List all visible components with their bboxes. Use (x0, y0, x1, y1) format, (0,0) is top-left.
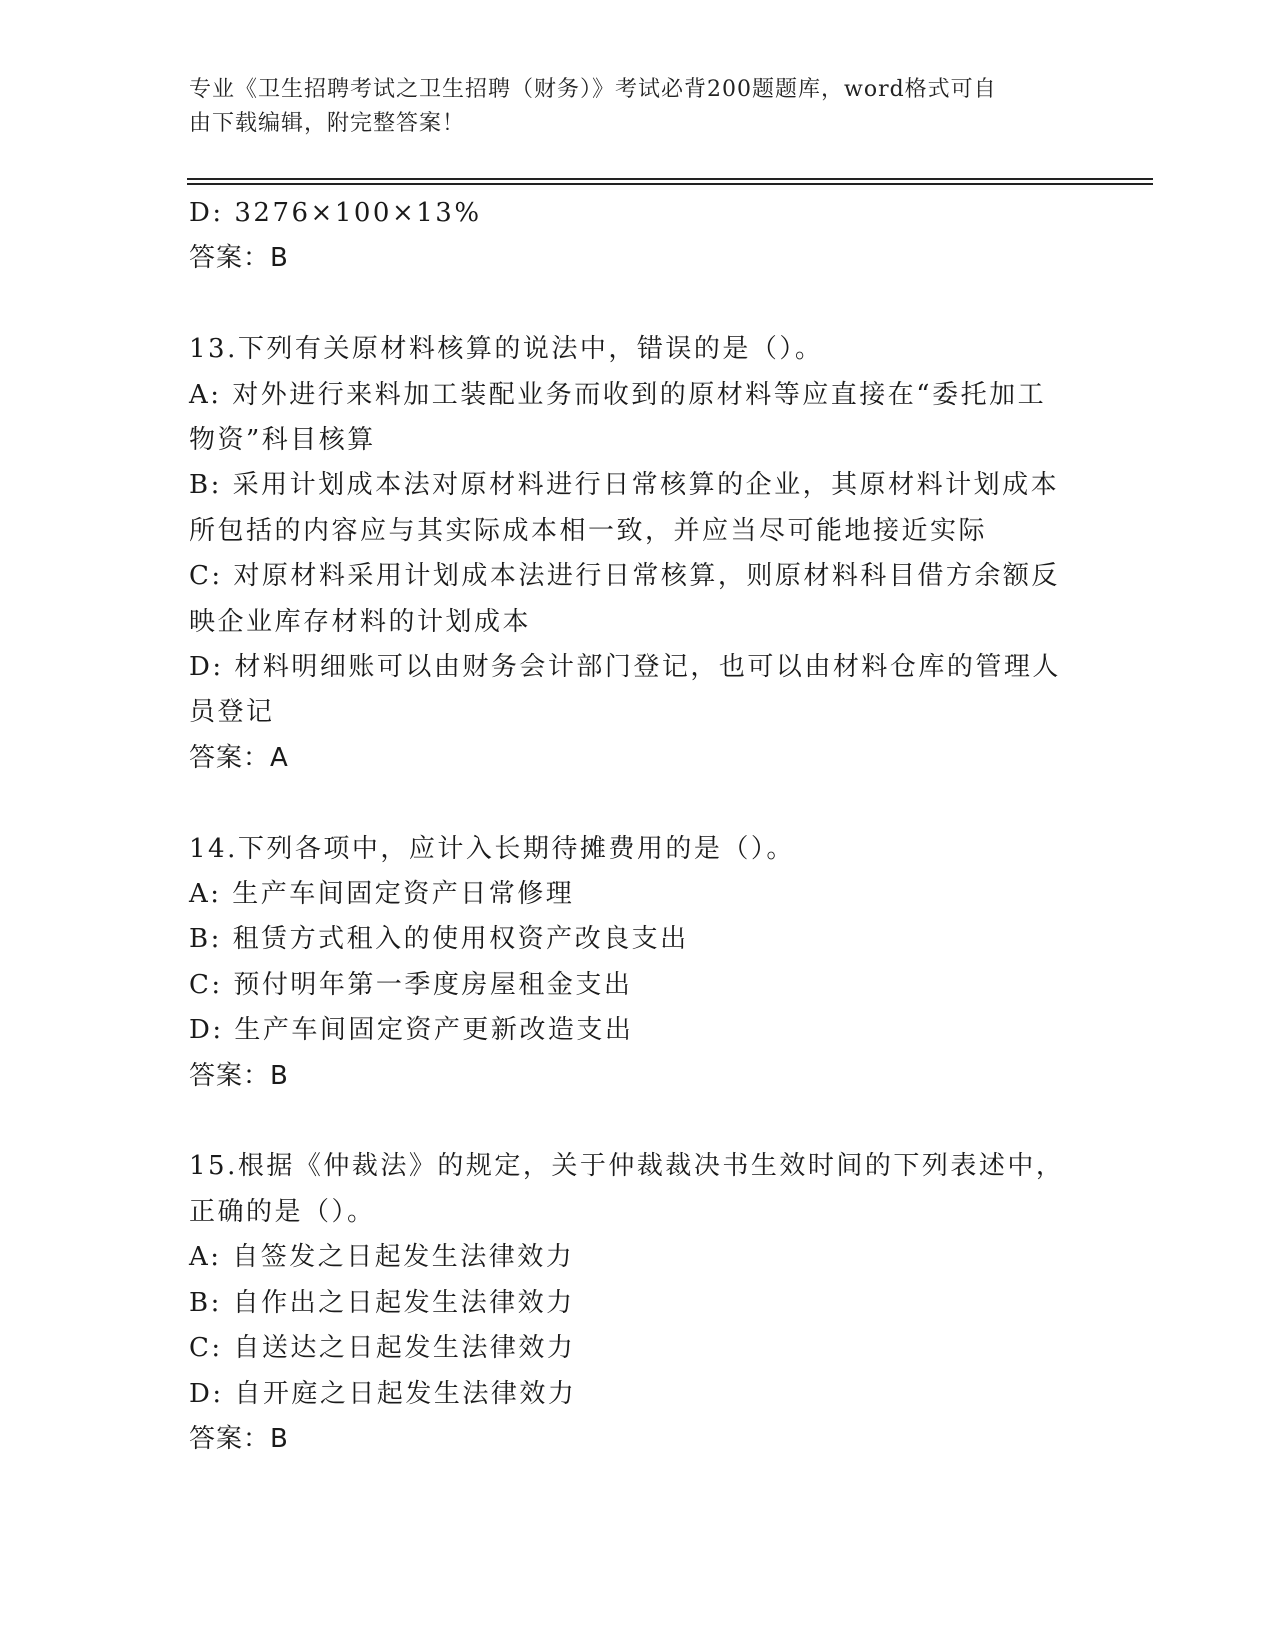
option-d-continued: 员登记 (189, 697, 275, 728)
option-b: B: 租赁方式租入的使用权资产改良支出 (189, 924, 689, 955)
header-divider-top (187, 178, 1153, 180)
option-d: D: 生产车间固定资产更新改造支出 (189, 1015, 634, 1046)
option-d: D: 自开庭之日起发生法律效力 (189, 1378, 577, 1409)
option-a: A: 对外进行来料加工装配业务而收到的原材料等应直接在“委托加工 (189, 379, 1047, 410)
question-14 (189, 827, 1089, 1099)
answer: 答案：B (189, 1423, 289, 1454)
answer: 答案：A (189, 742, 289, 773)
option-d: D: 3276×100×13% (189, 198, 482, 228)
question-13 (189, 327, 1089, 781)
option-a: A: 自签发之日起发生法律效力 (189, 1242, 575, 1273)
option-c-continued: 映企业库存材料的计划成本 (189, 606, 532, 637)
option-c: C: 预付明年第一季度房屋租金支出 (189, 969, 633, 1000)
answer: 答案：B (189, 1060, 289, 1091)
answer: 答案：B (189, 243, 289, 274)
option-b-continued: 所包括的内容应与其实际成本相一致，并应当尽可能地接近实际 (189, 515, 988, 546)
document-body (189, 191, 1089, 1462)
previous-question-tail (189, 191, 1089, 282)
option-c: C: 自送达之日起发生法律效力 (189, 1333, 576, 1364)
question-stem: 14.下列各项中，应计入长期待摊费用的是（）。 (189, 833, 795, 864)
option-b: B: 采用计划成本法对原材料进行日常核算的企业，其原材料计划成本 (189, 470, 1060, 501)
question-stem: 13.下列有关原材料核算的说法中，错误的是（）。 (189, 334, 824, 365)
spacer (189, 1099, 1089, 1144)
question-stem-continued: 正确的是（）。 (189, 1196, 376, 1227)
option-c: C: 对原材料采用计划成本法进行日常核算，则原材料科目借方余额反 (189, 561, 1060, 592)
option-a-continued: 物资”科目核算 (189, 425, 376, 456)
question-15 (189, 1144, 1089, 1462)
spacer (189, 282, 1089, 327)
option-d: D: 材料明细账可以由财务会计部门登记，也可以由材料仓库的管理人 (189, 652, 1061, 683)
option-b: B: 自作出之日起发生法律效力 (189, 1287, 575, 1318)
question-stem: 15.根据《仲裁法》的规定，关于仲裁裁决书生效时间的下列表述中， (189, 1151, 1065, 1182)
option-a: A: 生产车间固定资产日常修理 (189, 879, 575, 910)
spacer (189, 781, 1089, 826)
header-line-2: 由下载编辑，附完整答案！ (189, 111, 466, 136)
header-line-1: 专业《卫生招聘考试之卫生招聘（财务）》考试必背200题题库，word格式可自 (189, 77, 997, 102)
header-divider-bottom (187, 183, 1153, 185)
document-header (189, 73, 1079, 141)
